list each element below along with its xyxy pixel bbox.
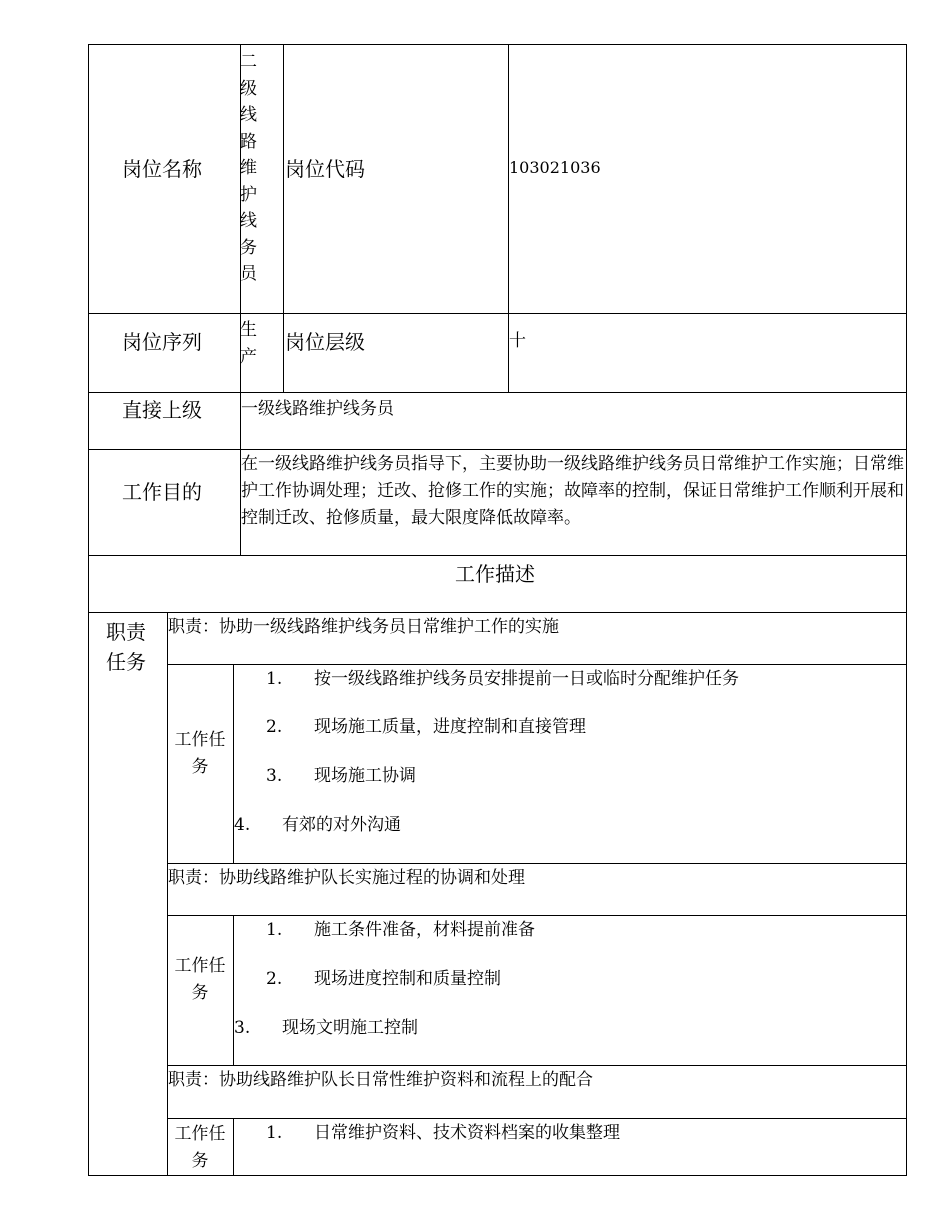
task-item: 3. 现场文明施工控制	[234, 1018, 418, 1038]
level-value: 十	[509, 331, 526, 351]
task-item: 1. 施工条件准备，材料提前准备	[266, 920, 535, 940]
col-divider	[233, 1118, 234, 1176]
superior-value: 一级线路维护线务员	[241, 399, 394, 419]
row-divider	[167, 1065, 907, 1066]
duties-label: 职责任务	[106, 620, 146, 674]
row-divider	[88, 392, 907, 393]
row-divider	[88, 612, 907, 613]
sequence-label: 岗位序列	[122, 330, 202, 354]
position-code-label: 岗位代码	[285, 157, 365, 181]
position-name-value: 二级线路维护线务员	[240, 52, 257, 284]
task-item: 1. 按一级线路维护线务员安排提前一日或临时分配维护任务	[266, 669, 739, 689]
col-divider	[233, 915, 234, 1065]
row-divider	[167, 915, 907, 916]
section-title: 工作描述	[455, 562, 535, 586]
task-item: 4. 有郊的对外沟通	[234, 815, 401, 835]
duty-title: 职责：协助线路维护队长实施过程的协调和处理	[168, 868, 525, 888]
task-item: 2. 现场进度控制和质量控制	[266, 969, 501, 989]
row-divider	[88, 449, 907, 450]
row-divider	[88, 555, 907, 556]
row-divider	[167, 664, 907, 665]
col-divider	[283, 44, 284, 392]
position-code-value: 103021036	[509, 158, 601, 177]
task-item: 1. 日常维护资料、技术资料档案的收集整理	[266, 1123, 620, 1143]
duty-title: 职责：协助一级线路维护线务员日常维护工作的实施	[168, 617, 559, 637]
task-item: 3. 现场施工协调	[266, 766, 416, 786]
task-label: 工作任务	[174, 956, 226, 1003]
purpose-value: 在一级线路维护线务员指导下，主要协助一级线路维护线务员日常维护工作实施；日常维护工作协调处理；迁改、抢修工作的实施；故障率的控制，保证日常维护工作顺利开展和控制迁改、抢修质量，最大限度降低故障率。	[241, 454, 904, 528]
row-divider	[167, 1118, 907, 1119]
task-label: 工作任务	[174, 1124, 226, 1171]
sequence-value: 生产	[240, 320, 257, 367]
duty-title: 职责：协助线路维护队长日常性维护资料和流程上的配合	[168, 1070, 593, 1090]
row-divider	[167, 863, 907, 864]
task-item: 2. 现场施工质量，进度控制和直接管理	[266, 717, 586, 737]
col-divider	[167, 612, 168, 1176]
superior-label: 直接上级	[122, 398, 202, 422]
position-name-label: 岗位名称	[122, 157, 202, 181]
level-label: 岗位层级	[285, 330, 365, 354]
purpose-label: 工作目的	[122, 480, 202, 504]
task-label: 工作任务	[174, 730, 226, 777]
row-divider	[88, 313, 907, 314]
